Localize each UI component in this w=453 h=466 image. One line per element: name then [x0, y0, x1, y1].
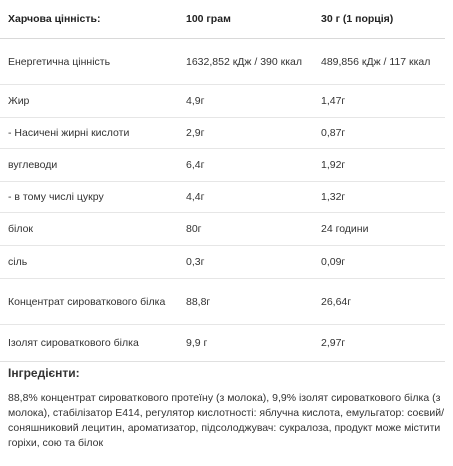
ingredients-heading: Інгредієнти:	[8, 366, 80, 380]
value-per-100g: 4,4г	[178, 182, 313, 213]
value-per-serving: 24 години	[313, 213, 445, 246]
nutrient-name: Ізолят сироваткового білка	[0, 325, 178, 362]
value-per-serving: 1,47г	[313, 85, 445, 118]
value-per-serving: 2,97г	[313, 325, 445, 362]
ingredients-text: 88,8% концентрат сироваткового протеїну (з молока), 9,9% ізолят сироваткового білка (з молока), стабілізатор Е414, регулятор кислотності: яблучна кислота, емульгатор: соєвий/соняшниковий лецитин, ароматизатор, підсолоджувач: сукралоза, продукт може містити горіхи, сою та білок	[8, 392, 444, 449]
table-row	[0, 213, 445, 246]
value-per-100g: 1632,852 кДж / 390 ккал	[178, 39, 313, 85]
nutrient-name: вуглеводи	[0, 149, 178, 182]
nutrient-name: - в тому числі цукру	[0, 182, 178, 213]
nutrient-name: - Насичені жирні кислоти	[0, 118, 178, 149]
value-per-100g: 6,4г	[178, 149, 313, 182]
value-per-serving: 1,92г	[313, 149, 445, 182]
value-per-100g: 4,9г	[178, 85, 313, 118]
value-per-serving: 489,856 кДж / 117 ккал	[313, 39, 445, 85]
header-per-serving: 30 г (1 порція)	[313, 0, 445, 39]
value-per-serving: 0,87г	[313, 118, 445, 149]
table-row	[0, 279, 445, 325]
value-per-100g: 2,9г	[178, 118, 313, 149]
nutrition-header-row	[0, 0, 445, 39]
value-per-serving: 0,09г	[313, 246, 445, 279]
nutrient-name: Енергетична цінність	[0, 39, 178, 85]
nutrient-name: білок	[0, 213, 178, 246]
value-per-serving: 26,64г	[313, 279, 445, 325]
table-row	[0, 149, 445, 182]
table-row	[0, 325, 445, 362]
value-per-100g: 88,8г	[178, 279, 313, 325]
value-per-100g: 80г	[178, 213, 313, 246]
nutrient-name: Концентрат сироваткового білка	[0, 279, 178, 325]
value-per-serving: 1,32г	[313, 182, 445, 213]
value-per-100g: 9,9 г	[178, 325, 313, 362]
nutrient-name: Жир	[0, 85, 178, 118]
header-nutrient: Харчова цінність:	[0, 0, 178, 39]
header-per-100g: 100 грам	[178, 0, 313, 39]
table-row	[0, 182, 445, 213]
table-row	[0, 118, 445, 149]
table-row	[0, 39, 445, 85]
value-per-100g: 0,3г	[178, 246, 313, 279]
table-row	[0, 246, 445, 279]
nutrient-name: сіль	[0, 246, 178, 279]
table-row	[0, 85, 445, 118]
